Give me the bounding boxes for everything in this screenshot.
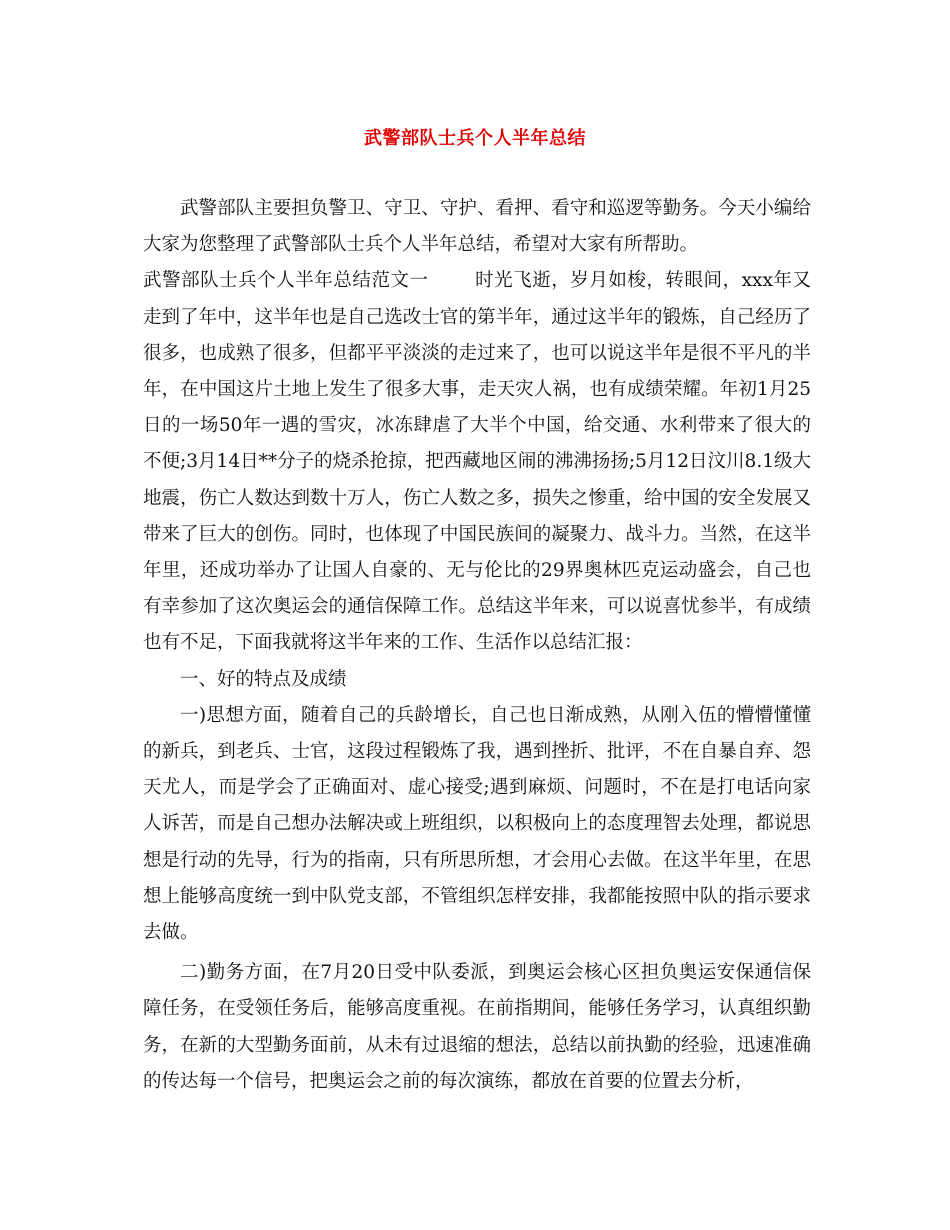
section-1-paragraph-1: 一)思想方面，随着自己的兵龄增长，自己也日渐成熟，从刚入伍的懵懵懂懂的新兵，到老兵、士官，这段过程锻炼了我，遇到挫折、批评，不在自暴自弃、怨天尤人，而是学会了正确面对、虚心接受;遇到麻烦、问题时，不在是打电话向家人诉苦，而是自己想办法解决或上班组织，以积极向上的态度理智去处理，都说思想是行动的先导，行为的指南，只有所思所想，才会用心去做。在这半年里，在思想上能够高度统一到中队党支部，不管组织怎样安排，我都能按照中队的指示要求去做。 (143, 704, 811, 944)
section-1-paragraph-2: 二)勤务方面，在7月20日受中队委派，到奥运会核心区担负奥运安保通信保障任务，在受领任务后，能够高度重视。在前指期间，能够任务学习，认真组织勤务，在新的大型勤务面前，从未有过退缩的想法，总结以前执勤的经验，迅速准确的传达每一个信号，把奥运会之前的每次演练，都放在首要的位置去分析， (143, 962, 811, 1092)
section-1-heading: 一、好的特点及成绩 (180, 668, 347, 690)
sample-paragraph (143, 263, 811, 661)
intro-paragraph: 武警部队主要担负警卫、守卫、守护、看押、看守和巡逻等勤务。今天小编给大家为您整理了武警部队士兵个人半年总结，希望对大家有所帮助。 (143, 198, 811, 256)
sample-body: 时光飞逝，岁月如梭，转眼间，xxx年又走到了年中，这半年也是自己选改士官的第半年，通过这半年的锻炼，自己经历了很多，也成熟了很多，但都平平淡淡的走过来了，也可以说这半年是很不平凡的半年，在中国这片土地上发生了很多大事，走天灾人祸，也有成绩荣耀。年初1月25日的一场50年一遇的雪灾，冰冻肆虐了大半个中国，给交通、水利带来了很大的不便;3月14日**分子的烧杀抢掠，把西藏地区闹的沸沸扬扬;5月12日汶川8.1级大地震，伤亡人数达到数十万人，伤亡人数之多，损失之惨重，给中国的安全发展又带来了巨大的创伤。同时，也体现了中国民族间的凝聚力、战斗力。当然，在这半年里，还成功举办了让国人自豪的、无与伦比的29界奥林匹克运动盛会，自己也有幸参加了这次奥运会的通信保障工作。总结这半年来，可以说喜忧参半，有成绩也有不足，下面我就将这半年来的工作、生活作以总结汇报： (143, 270, 811, 654)
document-title: 武警部队士兵个人半年总结 (364, 128, 586, 149)
sample-label: 武警部队士兵个人半年总结范文一 (143, 270, 429, 292)
document-body (143, 191, 811, 1100)
